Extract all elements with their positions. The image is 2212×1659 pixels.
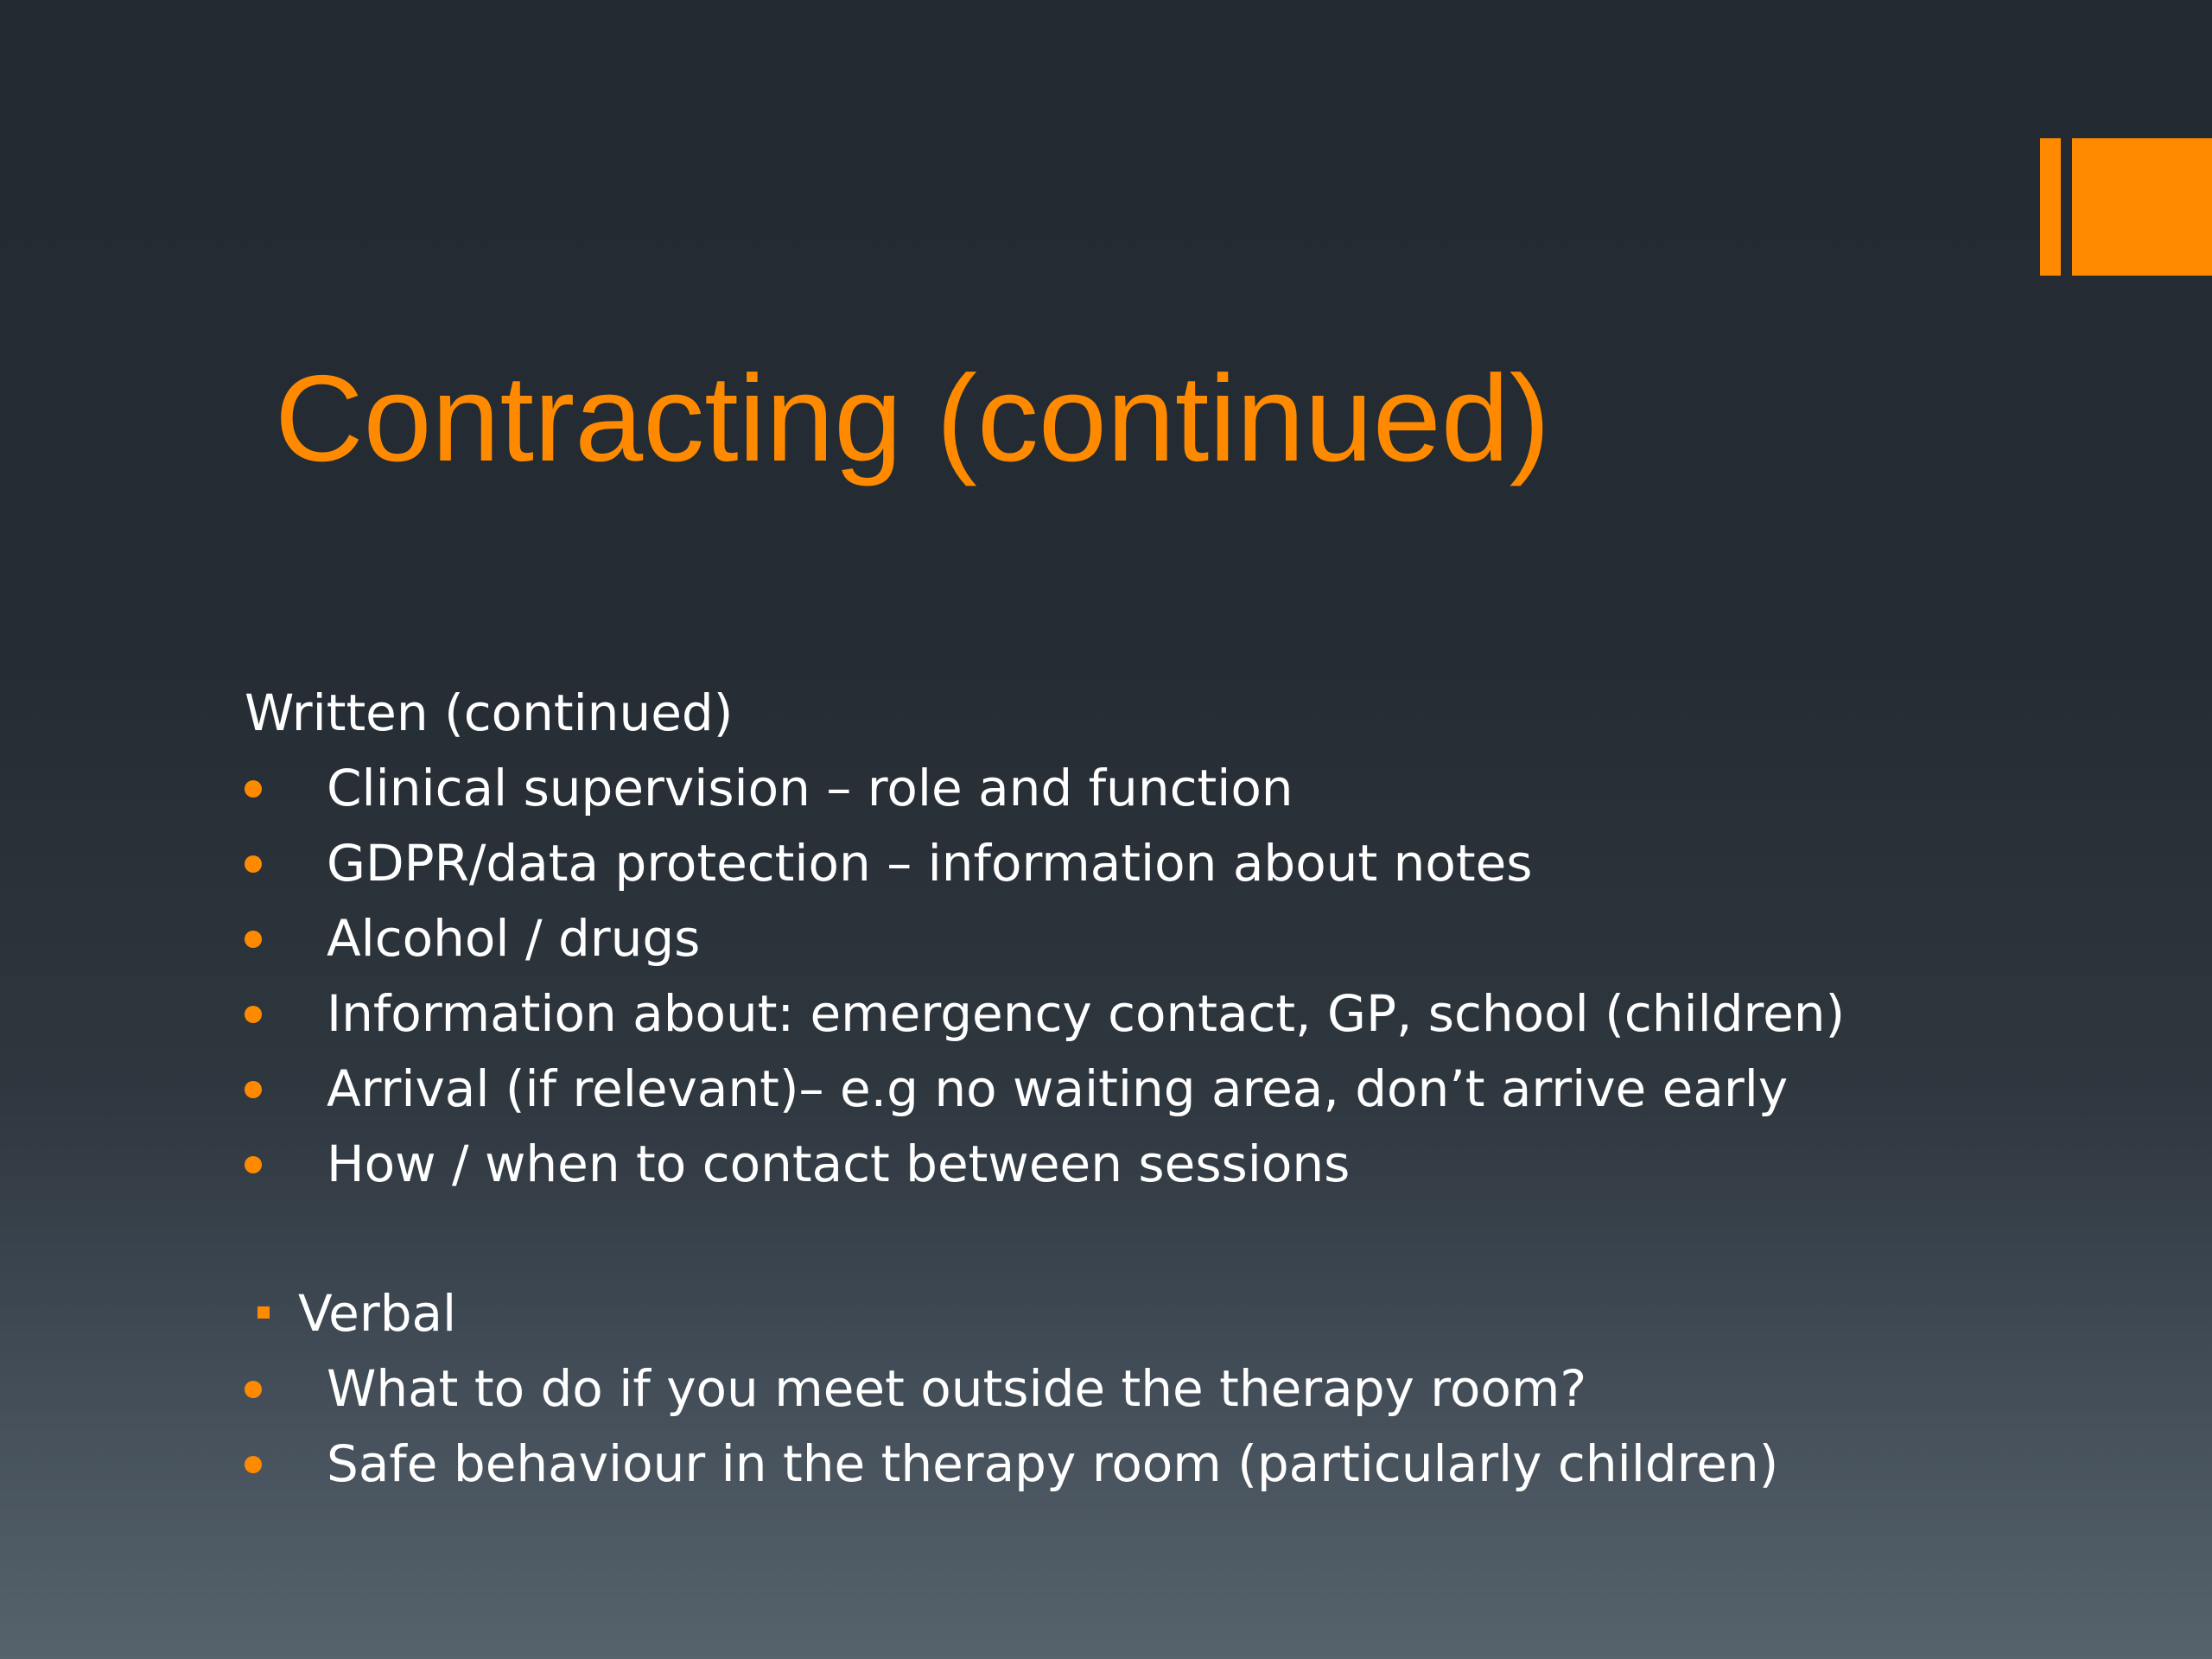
list-item bbox=[245, 751, 2145, 826]
square-bullet-icon bbox=[257, 1306, 270, 1319]
list-item-text: How / when to contact between sessions bbox=[327, 1135, 1351, 1193]
list-item bbox=[245, 826, 2145, 901]
list-item bbox=[245, 1351, 2145, 1427]
accent-bar-block bbox=[2072, 138, 2212, 276]
list-item-text: What to do if you meet outside the therapy room? bbox=[327, 1359, 1587, 1418]
list-item bbox=[245, 1052, 2145, 1127]
bullet-dot-icon bbox=[245, 780, 262, 798]
list-item bbox=[245, 1127, 2145, 1202]
accent-bar-thin bbox=[2040, 138, 2061, 276]
section-spacer bbox=[245, 1202, 2145, 1276]
verbal-heading: Verbal bbox=[298, 1284, 457, 1343]
list-item bbox=[245, 976, 2145, 1052]
list-item bbox=[245, 1427, 2145, 1502]
slide-title: Contracting (continued) bbox=[275, 350, 1551, 487]
list-item-text: Clinical supervision – role and function bbox=[327, 759, 1294, 817]
bullet-dot-icon bbox=[245, 1156, 262, 1173]
list-item-text: Information about: emergency contact, GP, school (children) bbox=[327, 984, 1846, 1043]
list-item-text: Alcohol / drugs bbox=[327, 909, 701, 968]
list-item-text: Arrival (if relevant)– e.g no waiting area, don’t arrive early bbox=[327, 1059, 1789, 1118]
slide-body bbox=[245, 676, 2145, 1502]
written-heading: Written (continued) bbox=[245, 683, 734, 742]
bullet-dot-icon bbox=[245, 1006, 262, 1023]
bullet-dot-icon bbox=[245, 1081, 262, 1098]
bullet-dot-icon bbox=[245, 1456, 262, 1473]
list-item bbox=[245, 901, 2145, 976]
bullet-dot-icon bbox=[245, 931, 262, 948]
bullet-dot-icon bbox=[245, 1381, 262, 1398]
list-item-text: GDPR/data protection – information about notes bbox=[327, 834, 1533, 893]
verbal-heading-row bbox=[245, 1276, 2145, 1351]
list-item-text: Safe behaviour in the therapy room (particularly children) bbox=[327, 1434, 1779, 1493]
bullet-dot-icon bbox=[245, 855, 262, 873]
